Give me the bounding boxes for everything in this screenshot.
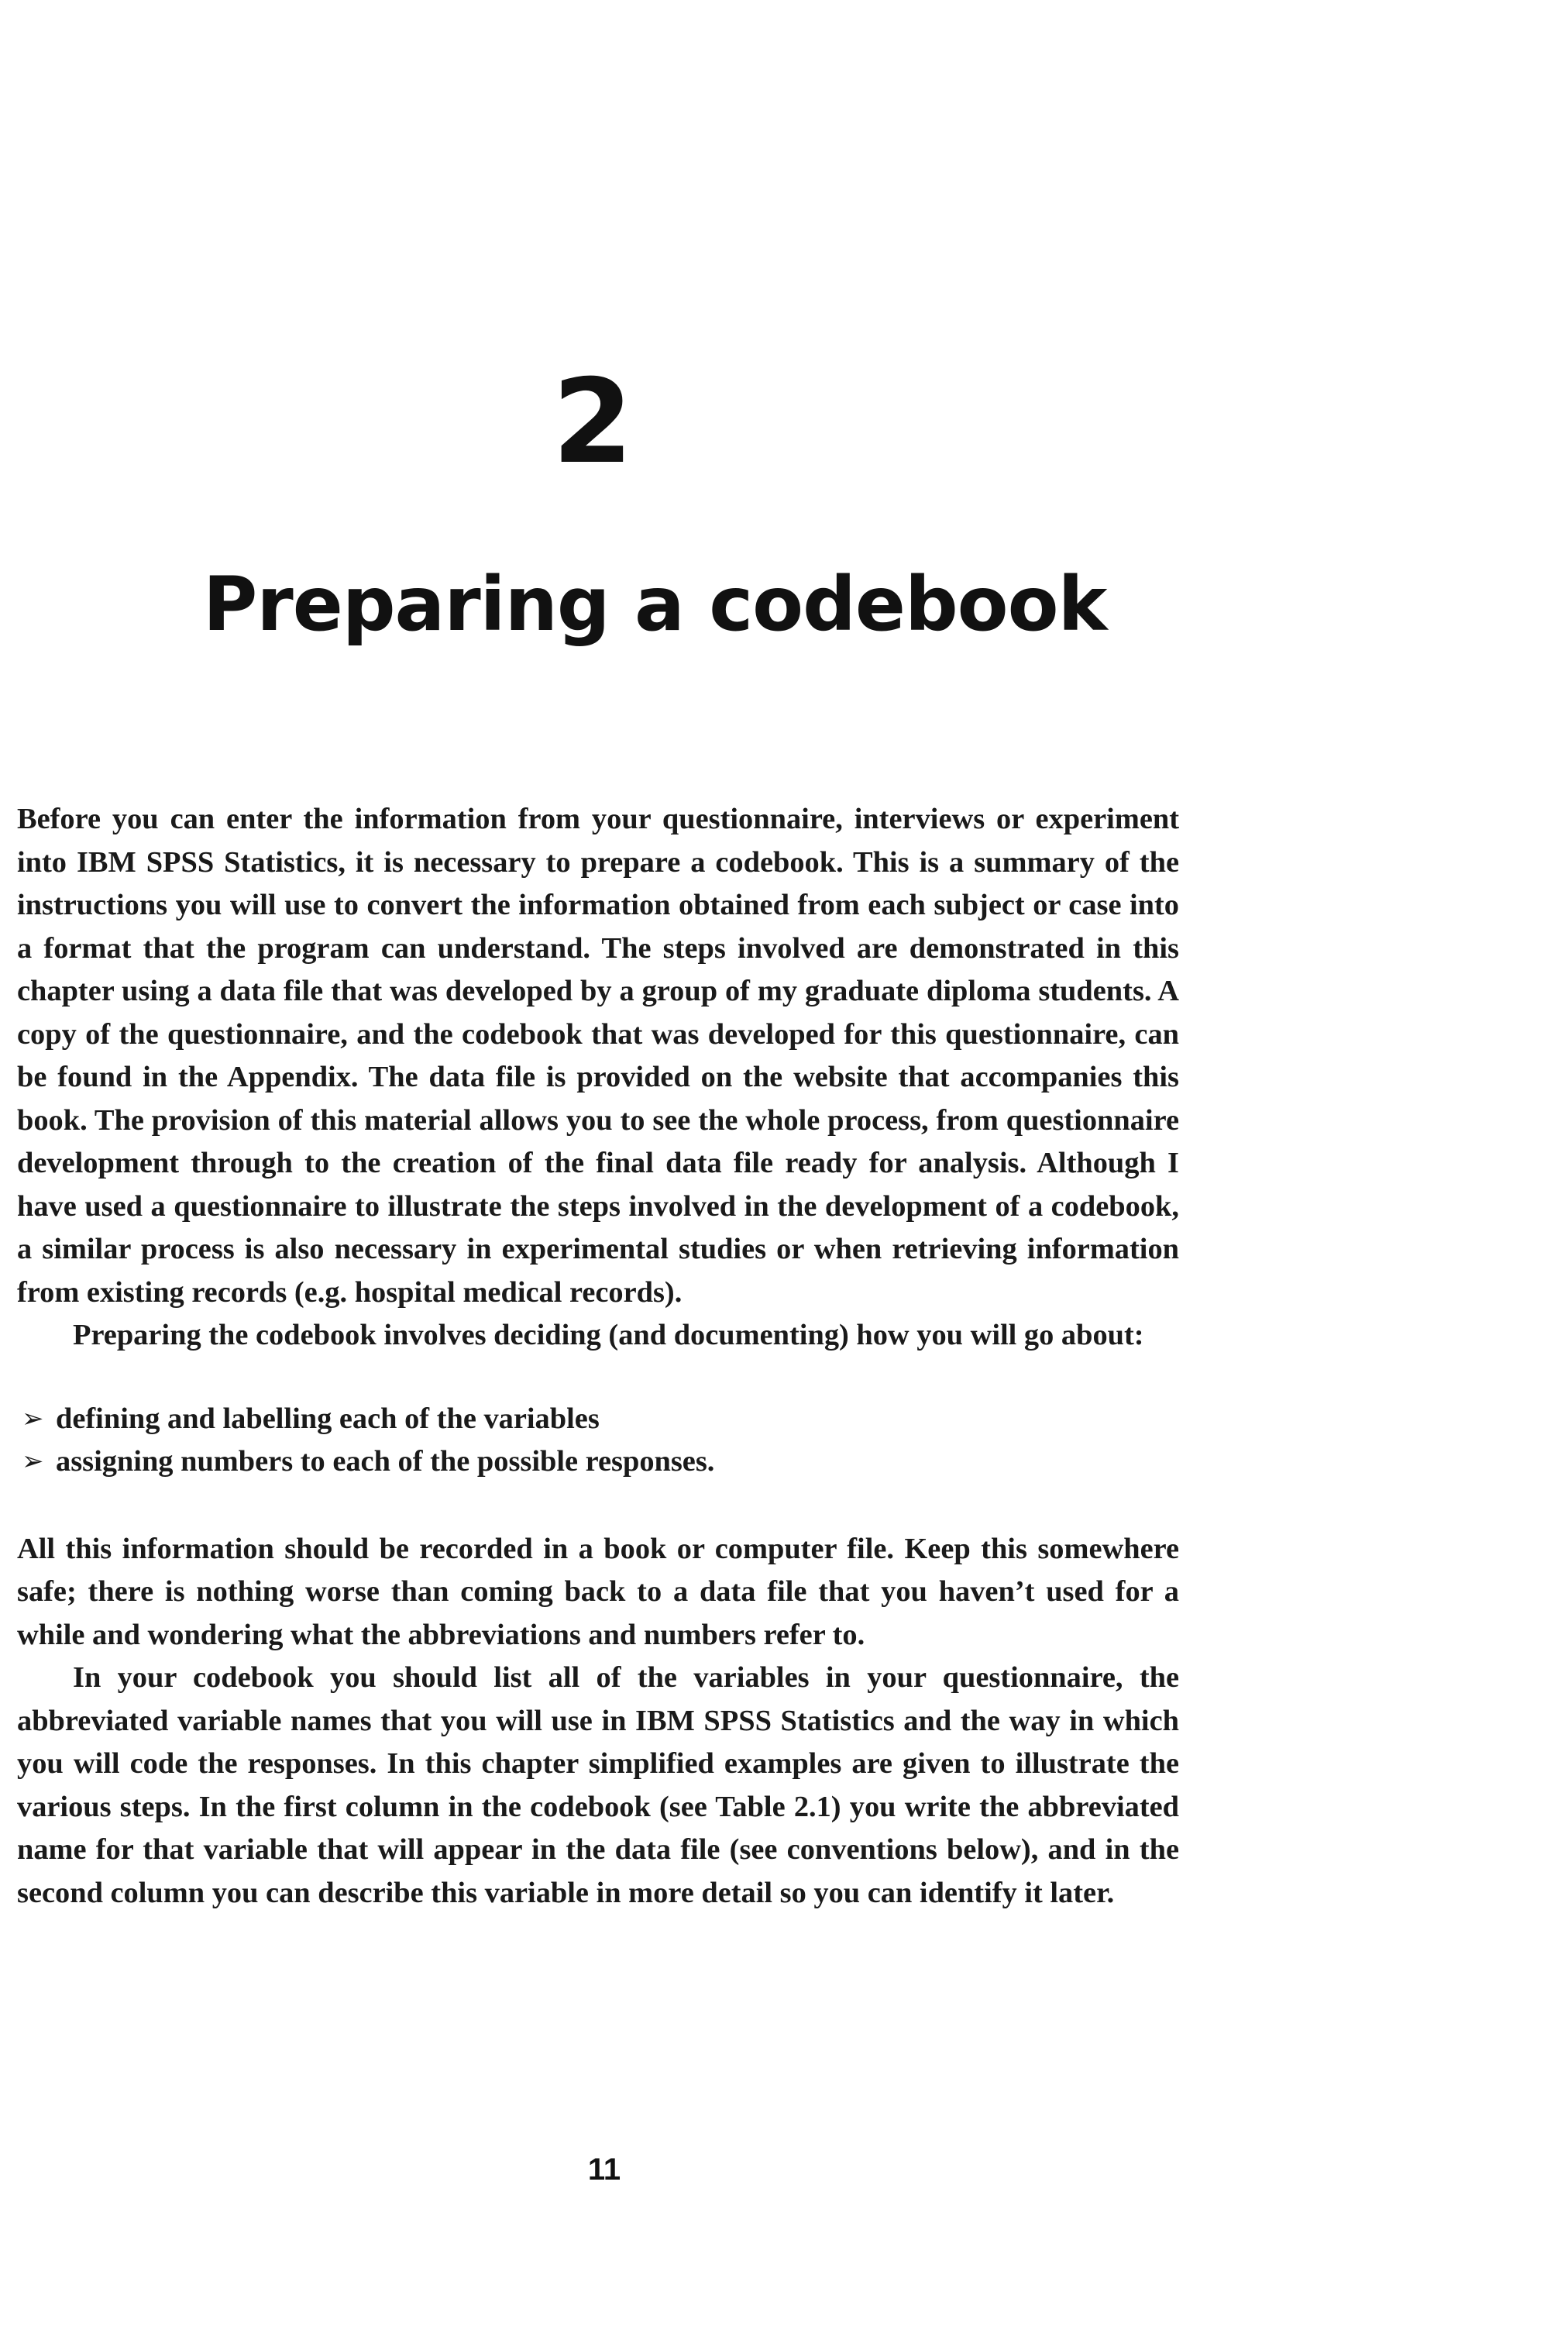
arrowhead-bullet-icon: ➢ <box>22 1446 44 1477</box>
chapter-number: 2 <box>552 355 634 490</box>
list-item-text: assigning numbers to each of the possible responses. <box>56 1445 715 1478</box>
bullet-list <box>17 1398 1179 1484</box>
list-item <box>17 1398 1179 1441</box>
paragraph-preparing: Preparing the codebook involves deciding (and documenting) how you will go about: <box>73 1319 1144 1351</box>
paragraph-codebook-list: In your codebook you should list all of the variables in your questionnaire, the abbreviated variable names that you will use in IBM SPSS Statistics and the way in which you will code the responses. In this chapter simplified examples are given to illustrate the various steps. In the first column in the codebook (see Table 2.1) you write the abbreviated name for that variable that will appear in the data file (see conventions below), and in the second column you can describe this variable in more detail so you can identify it later. <box>17 1661 1179 1909</box>
arrowhead-bullet-icon: ➢ <box>22 1402 44 1434</box>
chapter-title: Preparing a codebook <box>203 561 1107 648</box>
list-item-text: defining and labelling each of the variables <box>56 1402 600 1435</box>
paragraph-intro: Before you can enter the information from your questionnaire, interviews or experiment into IBM SPSS Statistics, it is necessary to prepare a codebook. This is a summary of the instructions you will use to convert the information obtained from each subject or case into a format that the program can understand. The steps involved are demonstrated in this chapter using a data file that was developed by a group of my graduate diploma students. A copy of the questionnaire, and the codebook that was developed for this questionnaire, can be found in the Appendix. The data file is provided on the website that accompanies this book. The provision of this material allows you to see the whole process, from questionnaire development through to the creation of the final data file ready for analysis. Although I have used a questionnaire to illustrate the steps involved in the development of a codebook, a similar process is also necessary in experimental studies or when retrieving information from existing records (e.g. hospital medical records). <box>17 803 1179 1309</box>
spacer <box>17 1358 1179 1398</box>
body-text <box>17 798 1179 1915</box>
spacer <box>17 1484 1179 1528</box>
paragraph-record: All this information should be recorded in a book or computer file. Keep this somewhere safe; there is nothing worse than coming back to a data file that you haven’t used for a while and wondering what the abbreviations and numbers refer to. <box>17 1532 1179 1651</box>
list-item <box>17 1440 1179 1484</box>
page-number: 11 <box>587 2152 621 2187</box>
